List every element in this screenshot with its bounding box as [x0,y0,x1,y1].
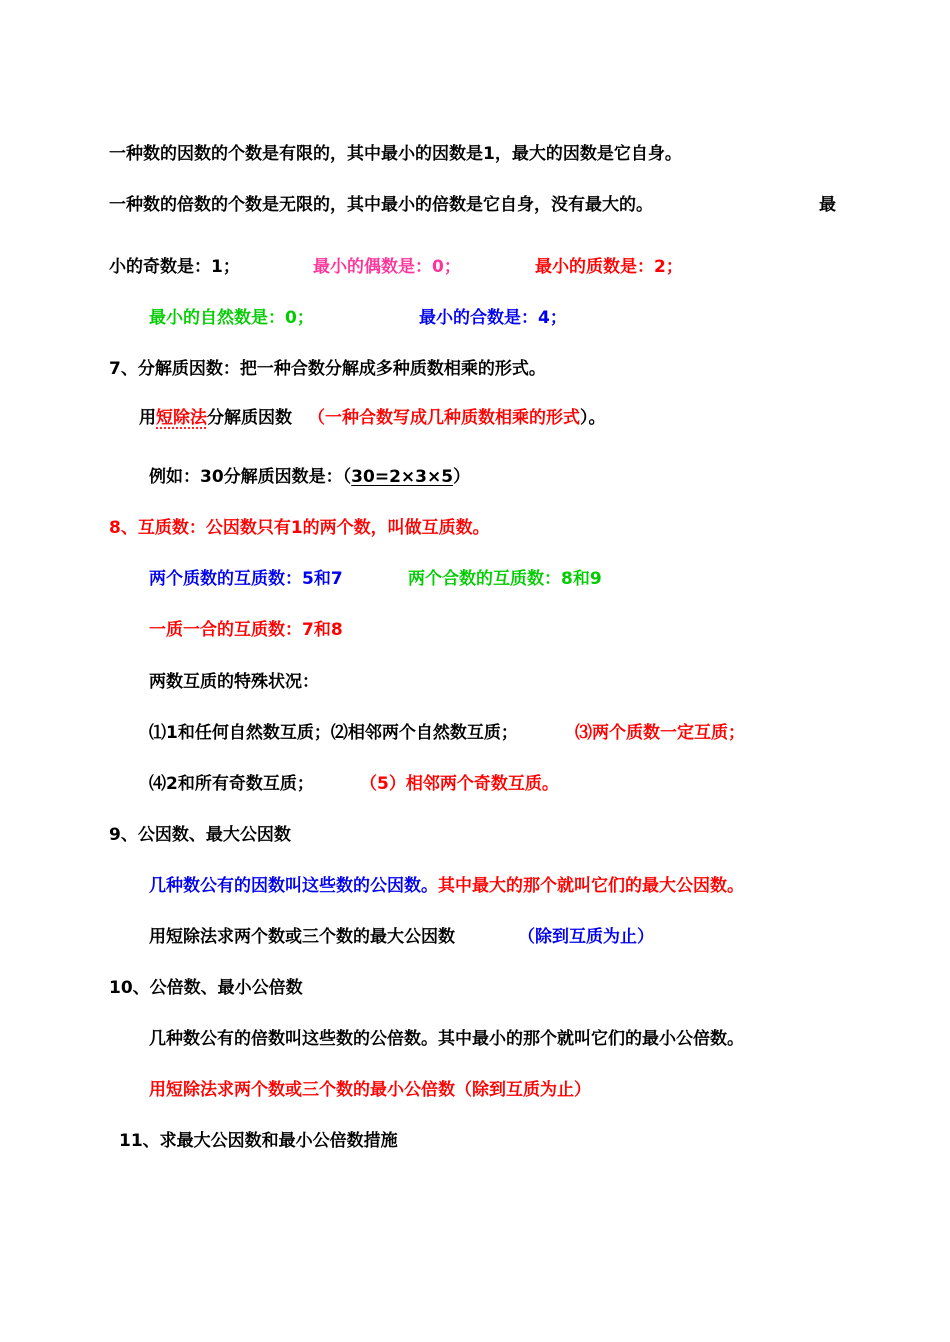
coprime-case-5: （5）相邻两个奇数互质。 [360,774,559,794]
section-7-example [149,465,470,489]
lcm-definition: 几种数公有的倍数叫这些数的公倍数。其中最小的那个就叫它们的最小公倍数。 [149,1029,744,1049]
multiple-count-line-tail: 最 [819,195,836,215]
gcd-method-note: （除到互质为止） [518,927,654,947]
method-prefix: 用 [139,408,156,428]
factor-count-line: 一种数的因数的个数是有限的，其中最小的因数是1，最大的因数是它自身。 [109,144,682,164]
smallest-even-text: 最小的偶数是：0； [313,257,461,277]
method-middle: 分解质因数 [207,408,292,428]
section-8-title: 8、互质数：公因数只有1的两个数，叫做互质数。 [109,518,490,538]
short-division-term: 短除法 [156,408,207,428]
gcd-definition-red: 其中最大的那个就叫它们的最大公因数。 [438,876,744,896]
example-end: ） [453,467,471,487]
coprime-cases-1-2: ⑴1和任何自然数互质；⑵相邻两个自然数互质； [149,723,518,743]
section-10-title: 10、公倍数、最小公倍数 [109,978,303,998]
smallest-odd-text: 小的奇数是：1； [109,257,240,277]
smallest-composite-text: 最小的合数是：4； [419,308,567,328]
coprime-special-cases-heading: 两数互质的特殊状况： [149,672,319,692]
gcd-method: 用短除法求两个数或三个数的最大公因数 [149,927,455,947]
smallest-natural-text: 最小的自然数是：0； [149,308,314,328]
gcd-definition [149,874,744,898]
section-11-title: 11、求最大公因数和最小公倍数措施 [119,1131,398,1151]
example-equation: 30=2×3×5 [351,467,454,487]
method-note: （一种合数写成几种质数相乘的形式 [308,408,580,428]
method-end: ）。 [580,408,606,428]
coprime-two-composites: 两个合数的互质数：8和9 [408,569,602,589]
example-prefix: 例如：30分解质因数是：（ [149,467,352,487]
common-factor-definition: 几种数公有的因数叫这些数的公因数。 [149,876,438,896]
lcm-method: 用短除法求两个数或三个数的最小公倍数（除到互质为止） [149,1080,591,1100]
section-7-title: 7、分解质因数：把一种合数分解成多种质数相乘的形式。 [109,359,546,379]
coprime-prime-composite: 一质一合的互质数：7和8 [149,620,343,640]
coprime-case-3: ⑶两个质数一定互质； [575,723,745,743]
section-7-method-line [139,406,606,430]
section-9-title: 9、公因数、最大公因数 [109,825,291,845]
smallest-prime-text: 最小的质数是：2； [535,257,683,277]
coprime-two-primes: 两个质数的互质数：5和7 [149,569,343,589]
multiple-count-line: 一种数的倍数的个数是无限的，其中最小的倍数是它自身，没有最大的。 [109,195,653,215]
coprime-case-4: ⑷2和所有奇数互质； [149,774,314,794]
